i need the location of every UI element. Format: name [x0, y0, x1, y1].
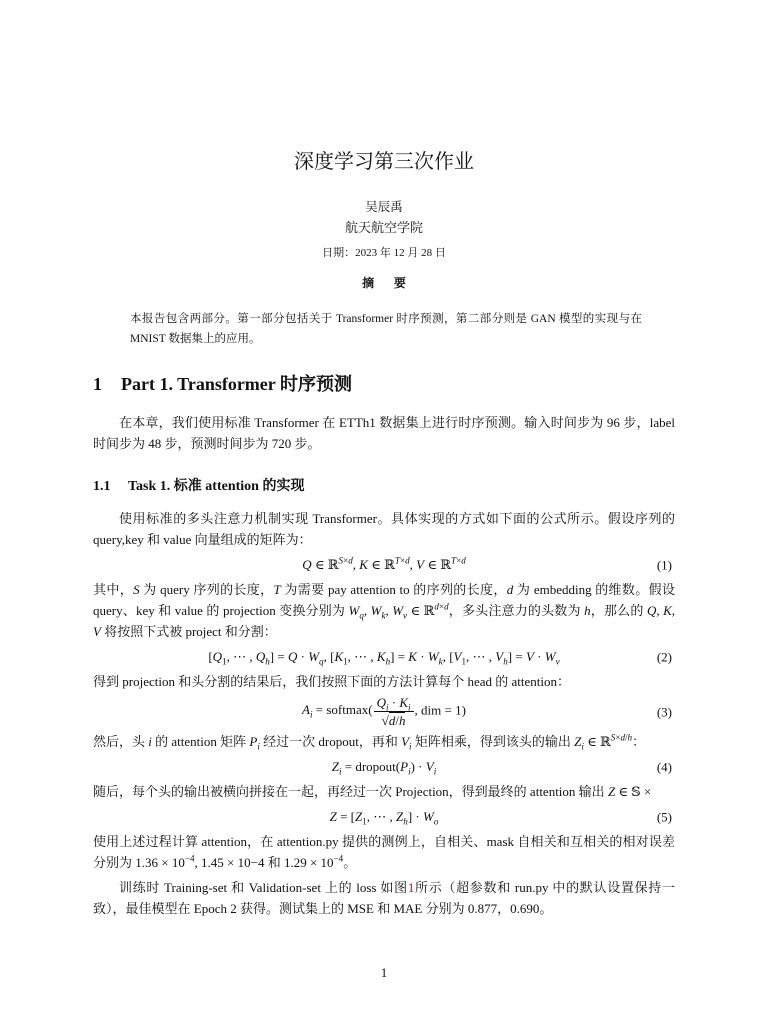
- section-title: Part 1. Transformer 时序预测: [121, 374, 352, 394]
- equation-3-denominator: √d/h: [381, 713, 406, 728]
- equation-5-number: (5): [656, 809, 672, 824]
- subsection-number: 1.1: [93, 479, 111, 494]
- equation-3-numerator: $Q_i \cdot K_i$: [374, 694, 414, 712]
- training-text-after: 所示（超参数和 run.py 中的默认设置保持一致），最佳模型在 Epoch 2 获得。测试集上的 MSE 和 MAE 分别为 0.877，0.690。: [93, 880, 675, 916]
- equation-1: [93, 552, 675, 577]
- figure-1-link[interactable]: 1: [407, 880, 415, 895]
- date-line: 日期：2023 年 12 月 28 日: [322, 247, 446, 259]
- training-text-before: 训练时 Training-set 和 Validation-set 上的 loss 如图: [119, 880, 408, 895]
- abstract-body: 本报告包含两部分。第一部分包括关于 Transformer 时序预测，第二部分则是 GAN 模型的实现与在 MNIST 数据集上的应用。: [130, 313, 642, 345]
- page-number: 1: [380, 965, 388, 980]
- head-output-paragraph: 然后，头 i 的 attention 矩阵 $P_i$ 经过一次 dropout，再和 $V_i$ 矩阵相乘，得到该头的输出 $Z_i$ ∈ ℝ$^{S\times d/h}$：: [93, 732, 646, 752]
- subsection-title: Task 1. 标准 attention 的实现: [128, 479, 305, 494]
- section-number: 1: [93, 374, 102, 394]
- training-results-paragraph: [93, 877, 675, 919]
- main-content: [93, 370, 675, 919]
- equation-3-number: (3): [656, 704, 672, 719]
- task-intro-paragraph: 使用标准的多头注意力机制实现 Transformer。具体实现的方式如下面的公式所示。假设序列的 query,key 和 value 向量组成的矩阵为：: [93, 511, 675, 547]
- equation-5: [93, 804, 675, 829]
- document-title: 深度学习第三次作业: [294, 151, 474, 173]
- relative-error-paragraph: 使用上述过程计算 attention，在 attention.py 提供的测例上，自相关、mask 自相关和互相关的相对误差分别为 $1.36 \times 10^{-4}$, 1.45 × 10−4 和 $1.29 \times 10^{-4}$。: [93, 834, 675, 870]
- equation-1-body: Q ∈ ℝ$^{S\times d}$, K ∈ ℝ$^{T\times d}$, V ∈ ℝ$^{T\times d}$: [302, 555, 466, 572]
- equation-3-fraction: [374, 694, 414, 729]
- abstract-heading: 摘 要: [362, 276, 406, 290]
- affiliation: 航天航空学院: [344, 220, 423, 235]
- equation-2-number: (2): [656, 649, 672, 664]
- equation-2-body: [$Q_1$, ⋯ , $Q_h] = Q \cdot W_q$, [$K_1$, ⋯ , $K_h] = K \cdot W_k$, [$V_1$, ⋯ , $V_h] = V \cdot W_v$: [208, 649, 560, 667]
- variable-definitions-paragraph: 其中，S 为 query 序列的长度，T 为需要 pay attention to 的序列的长度，d 为 embedding 的维数。假设 query、key 和 value 的 projection 变换分别为 $W_q$, $W_k$, $W_v$ ∈ ℝ$^{d\times d}$，多头注意力的头数为 h，那么的 Q, K, V 将按照下式被 project 和分割：: [93, 582, 675, 639]
- section-heading: [93, 370, 675, 398]
- equation-2: [93, 644, 675, 669]
- section-intro-paragraph: 在本章，我们使用标准 Transformer 在 ETTh1 数据集上进行时序预测。输入时间步为 96 步，label 时间步为 48 步，预测时间步为 720 步。: [93, 415, 675, 451]
- attention-intro-paragraph: 得到 projection 和头分割的结果后，我们按照下面的方法计算每个 head 的 attention：: [93, 674, 570, 689]
- equation-3: [93, 694, 675, 729]
- equation-3-rhs: , dim = 1): [414, 702, 466, 718]
- subsection-heading: [93, 476, 675, 498]
- concat-intro-paragraph: 随后，每个头的输出被横向拼接在一起，再经过一次 Projection，得到最终的 attention 输出 Z ∈ 𝕊 ×: [93, 784, 652, 799]
- equation-4-number: (4): [656, 759, 672, 774]
- equation-3-lhs: $A_i$ = softmax(: [302, 702, 373, 721]
- equation-4-body: $Z_i$ = $dropout(P_i) \cdot V_i$: [331, 759, 437, 777]
- author-name: 吴辰禹: [365, 200, 403, 214]
- equation-4: [93, 754, 675, 779]
- equation-1-number: (1): [656, 557, 672, 572]
- equation-5-body: $Z = [Z_1$, ⋯ , $Z_h] \cdot W_o$: [329, 809, 439, 827]
